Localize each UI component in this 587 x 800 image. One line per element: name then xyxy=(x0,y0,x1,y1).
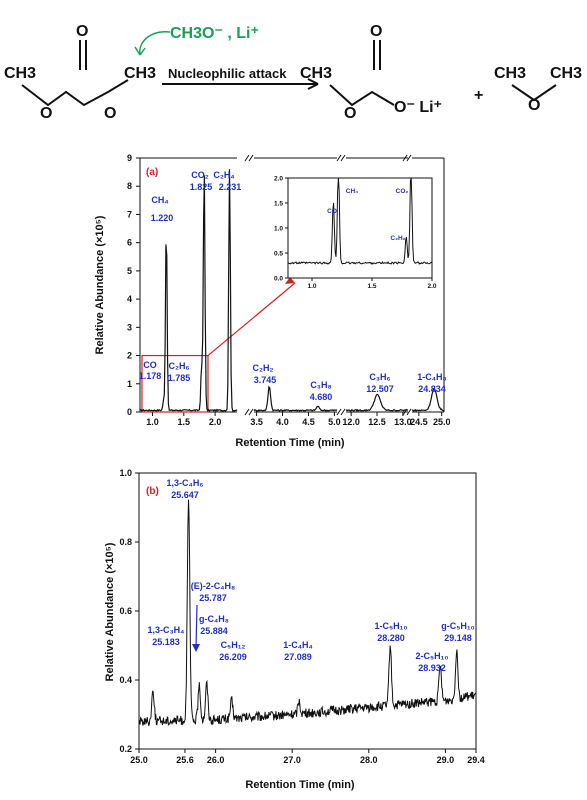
panel-b-x-tick-label: 25.6 xyxy=(176,755,194,765)
panel-a-x-tick-label: 12.5 xyxy=(368,417,386,427)
panel-a-peak-name-label: C₃H₈ xyxy=(310,380,332,390)
panel-a-y-axis-label: Relative Abundance (×10⁵) xyxy=(94,215,106,355)
panel-a-axis-break xyxy=(337,409,345,415)
inset-peak-label: CH₄ xyxy=(345,188,359,195)
panel-a-peak-rt-label: 1.785 xyxy=(167,373,191,383)
reactant-skeleton xyxy=(22,80,128,105)
panel-b-peak-name-label: g-C₄H₈ xyxy=(199,614,229,624)
panel-b-x-tick-label: 26.0 xyxy=(206,755,225,765)
panel-a-peak-rt-label: 1.220 xyxy=(150,213,174,223)
panel-a-peak-rt-label: 1.178 xyxy=(138,371,162,381)
chart-panel-b xyxy=(104,468,485,791)
inset-y-tick-label: 0.5 xyxy=(273,250,283,258)
panel-a-x-tick-label: 12.0 xyxy=(342,417,360,427)
panel-a-peak-rt-label: 12.507 xyxy=(366,384,394,394)
product-ch3: CH3 xyxy=(300,65,333,82)
panel-a-peak-name-label: C₂H₆ xyxy=(168,361,190,371)
ether-ch3-left: CH3 xyxy=(494,65,527,82)
panel-b-pointer-arrow xyxy=(196,605,197,648)
panel-b-pointer-arrowhead xyxy=(192,644,200,652)
panel-b-x-tick-label: 29.4 xyxy=(467,755,485,765)
reactant-ch3-left: CH3 xyxy=(4,65,37,82)
panel-a-x-tick-label: 4.0 xyxy=(276,417,289,427)
panel-b-x-tick-label: 28.0 xyxy=(360,755,378,765)
panel-a-y-tick-label: 2 xyxy=(126,350,132,361)
reactant-carbonyl-o: O xyxy=(76,23,89,40)
panel-b-tag: (b) xyxy=(146,486,159,497)
inset-y-tick-label: 1.0 xyxy=(273,225,283,233)
product-skeleton xyxy=(330,85,394,105)
panel-b-peak-rt-label: 27.089 xyxy=(284,652,312,662)
panel-b-peak-rt-label: 28.280 xyxy=(377,633,405,643)
panel-a-x-tick-label: 4.5 xyxy=(302,417,315,427)
panel-b-peak-name-label: 2-C₅H₁₀ xyxy=(415,651,449,661)
panel-b-y-tick-label: 0.4 xyxy=(119,675,132,685)
product-o-ester: O xyxy=(344,105,357,122)
panel-a-y-tick-label: 7 xyxy=(126,209,132,220)
reactant-o-right: O xyxy=(104,105,117,122)
panel-b-peak-name-label: 1,3-C₄H₆ xyxy=(166,478,204,488)
panel-b-y-tick-label: 0.2 xyxy=(119,744,132,754)
panel-a-y-tick-label: 0 xyxy=(126,407,132,417)
inset-y-tick-label: 1.5 xyxy=(273,200,283,208)
panel-b-x-tick-label: 25.0 xyxy=(130,755,148,765)
panel-b-peak-name-label: 1-C₅H₁₀ xyxy=(374,621,408,631)
panel-a-x-tick-label: 3.5 xyxy=(250,417,263,427)
panel-a-y-tick-label: 3 xyxy=(126,322,132,333)
panel-a-tag: (a) xyxy=(146,167,159,178)
panel-b-peak-rt-label: 25.183 xyxy=(152,637,180,647)
panel-a-y-tick-label: 1 xyxy=(126,378,132,389)
ether-ch3-right: CH3 xyxy=(550,65,583,82)
inset-y-tick-label: 0.0 xyxy=(273,275,283,283)
panel-a-peak-name-label: CO₂ xyxy=(191,170,209,180)
panel-a-axis-break xyxy=(245,155,253,161)
panel-b-trace xyxy=(139,500,476,726)
panel-a-x-tick-label: 25.0 xyxy=(432,417,451,427)
inset-peak-label: CO₂ xyxy=(395,188,409,195)
panel-a-y-tick-label: 6 xyxy=(126,237,132,248)
inset-y-tick-label: 2.0 xyxy=(273,175,283,183)
panel-b-peak-name-label: C₅H₁₂ xyxy=(220,640,246,650)
inset-x-tick-label: 2.0 xyxy=(427,283,437,290)
reaction-scheme-labels xyxy=(4,23,582,122)
panel-b-peak-rt-label: 29.148 xyxy=(444,633,472,643)
panel-b-peak-name-label: g-C₅H₁₀ xyxy=(441,621,475,631)
panel-a-peak-name-label: CO xyxy=(143,360,157,370)
product-o-minus: O⁻ Li⁺ xyxy=(394,99,442,116)
panel-a-x-axis-label: Retention Time (min) xyxy=(235,437,345,449)
panel-b-y-tick-label: 0.8 xyxy=(119,537,132,547)
panel-b-peak-rt-label: 25.884 xyxy=(200,626,228,636)
inset-peak-label: C₂H₆ xyxy=(390,235,406,242)
panel-a-x-tick-label: 1.0 xyxy=(146,417,159,427)
panel-a-x-tick-label: 13.0 xyxy=(394,417,412,427)
panel-a-peak-name-label: C₂H₄ xyxy=(213,170,235,180)
panel-a-axis-break xyxy=(337,155,345,161)
panel-a-peak-rt-label: 1.825 xyxy=(189,182,213,192)
reagent-label: CH3O⁻ , Li⁺ xyxy=(170,25,259,42)
panel-b-peak-name-label: (E)-2-C₄H₈ xyxy=(190,581,236,591)
inset-x-tick-label: 1.5 xyxy=(367,283,377,290)
chart-panel-a xyxy=(94,153,450,449)
panel-a-peak-rt-label: 3.745 xyxy=(253,375,277,385)
panel-a-x-tick-label: 2.0 xyxy=(208,417,222,427)
panel-b-peak-name-label: 1,3-C₃H₄ xyxy=(147,625,185,635)
panel-a-trace-segment xyxy=(346,394,408,411)
attack-curved-arrow xyxy=(140,32,170,55)
panel-b-peak-rt-label: 25.647 xyxy=(171,490,199,500)
panel-a-x-tick-label: 24.5 xyxy=(410,417,428,427)
panel-a-peak-rt-label: 4.680 xyxy=(309,392,333,402)
panel-a-peak-name-label: C₂H₂ xyxy=(252,363,274,373)
panel-b-y-tick-label: 1.0 xyxy=(119,468,132,478)
panel-a-y-tick-label: 5 xyxy=(126,265,132,276)
panel-a-y-tick-label: 4 xyxy=(126,294,132,305)
panel-a-peak-name-label: CH₄ xyxy=(151,195,169,205)
panel-a-peak-rt-label: 2.231 xyxy=(218,182,242,192)
panel-b-y-tick-label: 0.6 xyxy=(119,606,132,616)
panel-a-peak-name-label: C₃H₆ xyxy=(369,372,391,382)
panel-a-peak-name-label: 1-C₄H₈ xyxy=(417,372,447,382)
inset-x-tick-label: 1.0 xyxy=(307,283,317,290)
panel-b-peak-name-label: 1-C₄H₄ xyxy=(283,640,313,650)
panel-b-peak-rt-label: 28.932 xyxy=(418,663,446,673)
panel-b-x-tick-label: 29.0 xyxy=(436,755,455,765)
panel-b-x-tick-label: 27.0 xyxy=(283,755,301,765)
panel-a-axis-break xyxy=(245,409,253,415)
ether-o: O xyxy=(528,97,541,114)
panel-a-x-tick-label: 1.5 xyxy=(177,417,191,427)
panel-b-y-axis-label: Relative Abundance (×10⁵) xyxy=(104,542,116,682)
reactant-o-left: O xyxy=(40,105,53,122)
inset-peak-label: CO xyxy=(327,208,337,215)
arrow-label: Nucleophilic attack xyxy=(168,66,287,81)
product-carbonyl-o: O xyxy=(370,23,383,40)
panel-a-y-tick-label: 8 xyxy=(126,181,132,192)
panel-a-peak-rt-label: 24.834 xyxy=(418,384,446,394)
panel-b-x-axis-label: Retention Time (min) xyxy=(245,779,355,791)
plus-sign: + xyxy=(474,87,484,104)
panel-a-y-tick-label: 9 xyxy=(126,153,132,163)
panel-a-x-tick-label: 5.0 xyxy=(328,417,341,427)
reactant-ch3-right: CH3 xyxy=(124,65,157,82)
panel-b-peak-rt-label: 26.209 xyxy=(219,652,247,662)
panel-a-zoom-arrow xyxy=(208,283,295,356)
panel-b-peak-rt-label: 25.787 xyxy=(199,593,227,603)
